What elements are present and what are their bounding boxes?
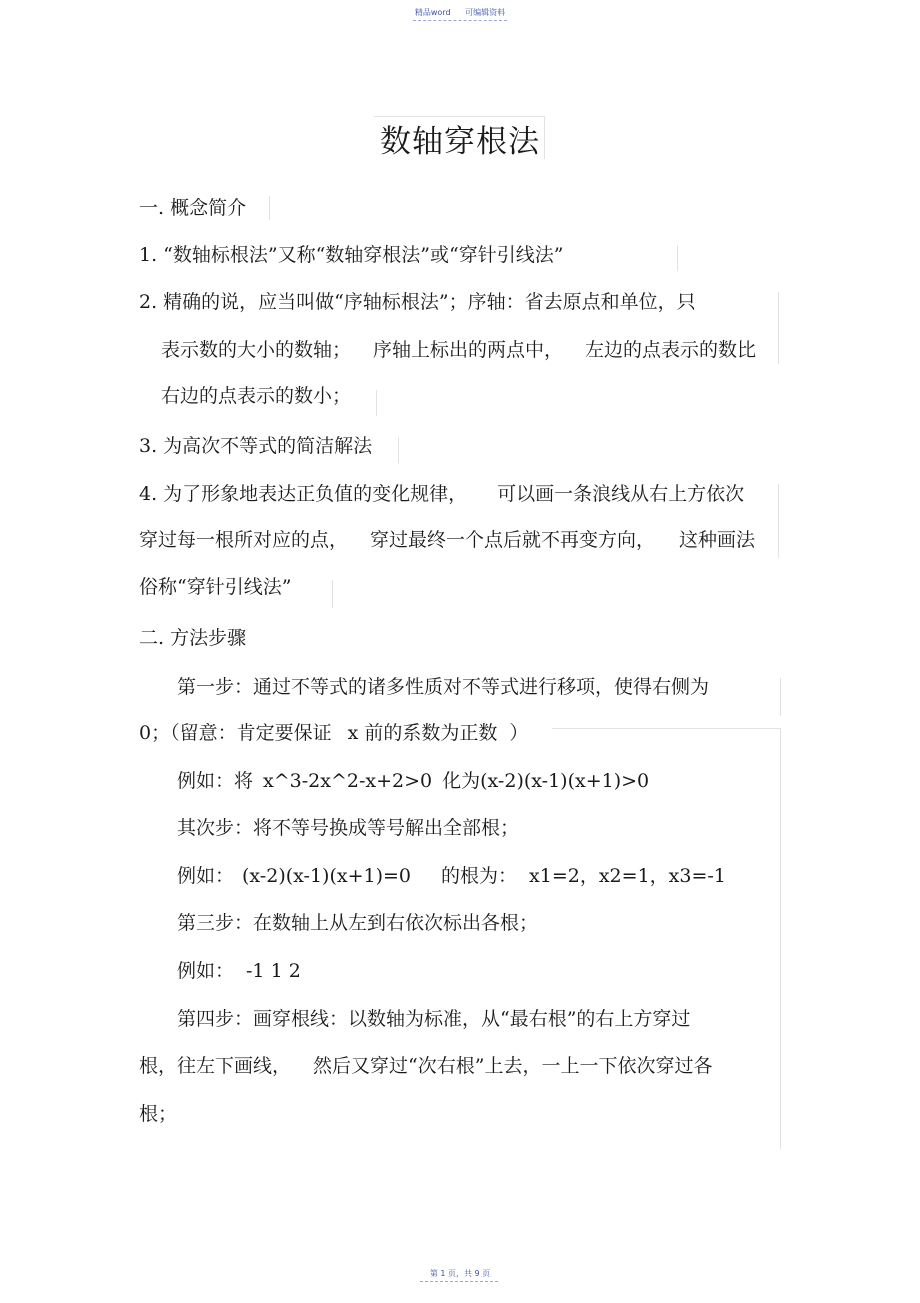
- frame-line: [778, 484, 779, 558]
- example-1: [177, 769, 649, 793]
- text-segment: 可以画一条浪线从右上方依次: [497, 483, 745, 505]
- frame-line: [677, 245, 678, 271]
- text-segment: 化为: [442, 770, 481, 792]
- footer-divider: [420, 1281, 498, 1282]
- section-heading-concept: 一. 概念简介: [139, 197, 247, 219]
- example-3: [177, 959, 301, 983]
- math-expression: (x-2)(x-1)(x+1)=0: [242, 865, 412, 887]
- text-segment: 序轴上标出的两点中，: [373, 339, 564, 361]
- text-segment: 0；（留意：肯定要保证: [139, 722, 332, 744]
- concept-item-4-line-1: [139, 482, 744, 506]
- header-right-text: 可编辑资料: [465, 8, 506, 17]
- concept-item-4-line-3: 俗称“穿针引线法”: [139, 576, 292, 598]
- text-segment: x 前的系数为正数: [347, 722, 498, 744]
- text-segment: 这种画法: [679, 529, 756, 551]
- text-segment: ）: [509, 722, 529, 744]
- step-4-line-1: 第四步：画穿根线：以数轴为标准，从“最右根”的右上方穿过: [177, 1008, 691, 1030]
- concept-item-4-line-2: [139, 528, 755, 552]
- step-3: 第三步：在数轴上从左到右依次标出各根；: [177, 912, 539, 934]
- header-divider: [413, 20, 507, 21]
- frame-line: [780, 678, 781, 716]
- frame-line: [376, 390, 377, 416]
- example-label: 例如：将: [177, 770, 254, 792]
- example-label: 例如：: [177, 865, 235, 887]
- step-2: 其次步：将不等号换成等号解出全部根；: [177, 817, 520, 839]
- concept-item-3: 3. 为高次不等式的简洁解法: [139, 435, 373, 457]
- text-segment: 4. 为了形象地表达正负值的变化规律，: [139, 483, 468, 505]
- concept-item-2-line-1: 2. 精确的说，应当叫做“序轴标根法”；序轴：省去原点和单位，只: [139, 291, 696, 313]
- frame-line: [269, 196, 270, 220]
- page-header: [0, 7, 920, 18]
- text-segment: 穿过最终一个点后就不再变方向，: [370, 529, 656, 551]
- text-segment: 根，往左下画线，: [139, 1055, 292, 1077]
- step-4-line-3: 根；: [139, 1103, 178, 1125]
- text-segment: 左边的点表示的数比: [585, 339, 757, 361]
- frame-line: [778, 292, 779, 364]
- text-segment: 表示数的大小的数轴；: [161, 339, 352, 361]
- math-expression: (x-2)(x-1)(x+1)>0: [480, 770, 650, 792]
- document-title: 数轴穿根法: [380, 124, 540, 160]
- text-segment: 的根为：: [441, 865, 518, 887]
- roots-list: x1=2，x2=1，x3=-1: [529, 865, 726, 887]
- step-1-line-2: [139, 721, 528, 745]
- frame-line: [398, 437, 399, 463]
- step-1-line-1: 第一步：通过不等式的诸多性质对不等式进行移项，使得右侧为: [177, 676, 710, 698]
- concept-item-2-line-2: [161, 338, 756, 362]
- section-heading-method: 二. 方法步骤: [139, 627, 247, 649]
- example-2: [177, 864, 726, 888]
- concept-item-1: 1. “数轴标根法”又称“数轴穿根法”或“穿针引线法”: [139, 244, 564, 266]
- header-left-text: 精品word: [414, 8, 451, 17]
- roots-on-axis: -1 1 2: [246, 960, 301, 982]
- text-segment: 然后又穿过“次右根”上去，一上一下依次穿过各: [313, 1055, 713, 1077]
- step-4-line-2: [139, 1054, 712, 1078]
- math-expression: x^3-2x^2-x+2>0: [263, 770, 433, 792]
- frame-line: [332, 580, 333, 608]
- text-segment: 穿过每一根所对应的点，: [139, 529, 349, 551]
- page-number: 第 1 页，共 9 页: [429, 1269, 491, 1278]
- example-label: 例如：: [177, 960, 235, 982]
- concept-item-2-line-3: 右边的点表示的数小；: [161, 385, 352, 407]
